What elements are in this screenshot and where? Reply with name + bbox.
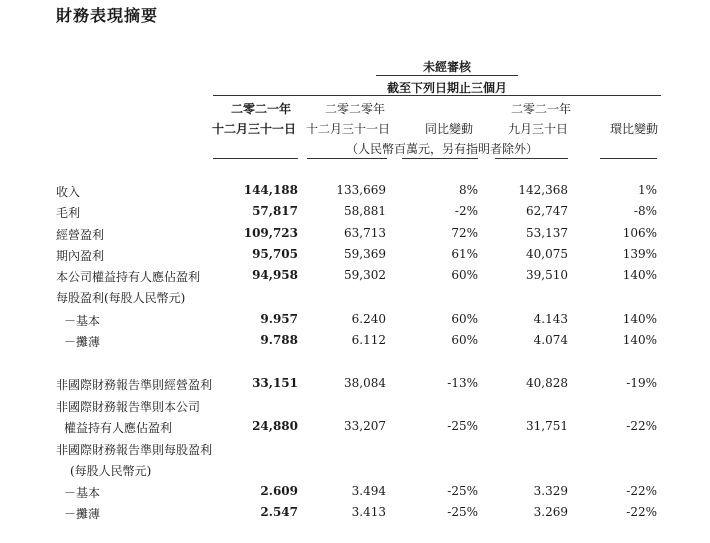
unaudited-underline	[376, 75, 518, 76]
table-row-non-ifrs-eps-unit	[0, 462, 710, 482]
row-value-col2: 72%	[451, 226, 478, 240]
row-value-col4: -22%	[626, 505, 657, 519]
row-value-col2: 8%	[458, 183, 478, 197]
row-value-col4: 106%	[622, 226, 657, 240]
unit-note: （人民幣百萬元，另有指明者除外）	[345, 142, 539, 156]
row-value-col1: 58,881	[344, 204, 386, 218]
row-value-col1: 38,084	[344, 376, 386, 390]
row-value-col3: 40,075	[526, 247, 568, 261]
col4-underline	[600, 158, 657, 159]
table-row-non-ifrs-profit-attributable-line1	[0, 398, 710, 418]
row-value-col1: 6.240	[351, 312, 386, 326]
row-value-col0: 2.609	[260, 484, 298, 498]
row-value-col3: 62,747	[526, 204, 568, 218]
row-value-col0: 24,880	[252, 419, 298, 433]
col0-year: 二零二一年	[230, 102, 292, 116]
table-row-profit-for-period	[0, 247, 710, 267]
row-label: 期內盈利	[56, 249, 105, 263]
row-label: 毛利	[56, 206, 81, 220]
row-value-col3: 142,368	[518, 183, 568, 197]
col2-header: 同比變動	[424, 122, 474, 136]
row-value-col1: 133,669	[336, 183, 386, 197]
table-row-gross-profit	[0, 204, 710, 224]
col1-underline	[307, 158, 387, 159]
row-label: 本公司權益持有人應佔盈利	[56, 270, 201, 284]
row-value-col4: -22%	[626, 419, 657, 433]
row-value-col2: 61%	[451, 247, 478, 261]
row-label: 經營盈利	[56, 228, 105, 242]
row-value-col4: -8%	[633, 204, 657, 218]
row-value-col2: 60%	[451, 268, 478, 282]
col0-date: 十二月三十一日	[211, 122, 297, 136]
row-value-col0: 109,723	[243, 226, 298, 240]
row-value-col1: 63,713	[344, 226, 386, 240]
row-value-col3: 31,751	[526, 419, 568, 433]
row-value-col2: -25%	[447, 484, 478, 498]
table-row-operating-profit	[0, 226, 710, 246]
table-row-eps-diluted	[0, 333, 710, 353]
row-label: －攤薄	[64, 335, 101, 349]
col1-year: 二零二零年	[324, 102, 386, 116]
row-label: 非國際財務報告準則每股盈利	[56, 443, 213, 457]
row-value-col1: 3.494	[351, 484, 386, 498]
row-label: (每股人民幣元)	[70, 464, 152, 478]
row-value-col0: 2.547	[260, 505, 298, 519]
row-value-col2: 60%	[451, 312, 478, 326]
row-label: 權益持有人應佔盈利	[64, 421, 173, 435]
row-value-col4: 1%	[637, 183, 657, 197]
col2-underline	[402, 158, 478, 159]
row-value-col3: 40,828	[526, 376, 568, 390]
row-value-col1: 33,207	[344, 419, 386, 433]
col3-year: 二零二一年	[510, 102, 572, 116]
row-value-col0: 144,188	[243, 183, 298, 197]
table-row-non-ifrs-eps-basic	[0, 484, 710, 504]
row-value-col4: -19%	[626, 376, 657, 390]
row-value-col4: 140%	[622, 333, 657, 347]
table-row-eps-basic	[0, 312, 710, 332]
table-row-revenue	[0, 183, 710, 203]
row-value-col4: -22%	[626, 484, 657, 498]
col1-date: 十二月三十一日	[305, 122, 391, 136]
table-row-non-ifrs-eps-diluted	[0, 505, 710, 525]
table-row-non-ifrs-eps-heading	[0, 441, 710, 461]
unaudited-label: 未經審核	[422, 60, 472, 74]
table-row-eps-heading	[0, 289, 710, 309]
row-value-col2: -25%	[447, 419, 478, 433]
row-value-col1: 59,369	[344, 247, 386, 261]
table-row-profit-attributable	[0, 268, 710, 288]
row-value-col2: -2%	[454, 204, 478, 218]
row-value-col0: 94,958	[252, 268, 298, 282]
page-title: 財務表現摘要	[56, 6, 159, 25]
row-label: －基本	[64, 486, 101, 500]
row-value-col1: 6.112	[351, 333, 386, 347]
col3-date: 九月三十日	[507, 122, 569, 136]
row-value-col4: 140%	[622, 312, 657, 326]
row-value-col3: 3.269	[533, 505, 568, 519]
row-value-col1: 59,302	[344, 268, 386, 282]
table-row-non-ifrs-profit-attributable	[0, 419, 710, 439]
row-value-col3: 3.329	[533, 484, 568, 498]
period-underline	[213, 95, 661, 96]
row-value-col2: -13%	[447, 376, 478, 390]
row-value-col3: 39,510	[526, 268, 568, 282]
row-label: 非國際財務報告準則經營盈利	[56, 378, 213, 392]
row-value-col2: 60%	[451, 333, 478, 347]
row-value-col4: 140%	[622, 268, 657, 282]
row-value-col0: 95,705	[252, 247, 298, 261]
period-label: 截至下列日期止三個月	[386, 81, 508, 95]
row-label: 非國際財務報告準則本公司	[56, 400, 201, 414]
row-value-col4: 139%	[622, 247, 657, 261]
row-value-col0: 9.957	[260, 312, 298, 326]
row-value-col2: -25%	[447, 505, 478, 519]
row-value-col0: 57,817	[252, 204, 298, 218]
row-value-col3: 4.074	[533, 333, 568, 347]
row-value-col1: 3.413	[351, 505, 386, 519]
table-row-non-ifrs-operating-profit	[0, 376, 710, 396]
row-value-col0: 9.788	[260, 333, 298, 347]
col0-underline	[213, 158, 298, 159]
row-label: －攤薄	[64, 507, 101, 521]
row-value-col3: 53,137	[526, 226, 568, 240]
row-value-col3: 4.143	[533, 312, 568, 326]
row-value-col0: 33,151	[252, 376, 298, 390]
row-label: 收入	[56, 185, 81, 199]
col3-underline	[495, 158, 568, 159]
row-label: －基本	[64, 314, 101, 328]
row-label: 每股盈利(每股人民幣元)	[56, 291, 186, 305]
col4-header: 環比變動	[609, 122, 659, 136]
